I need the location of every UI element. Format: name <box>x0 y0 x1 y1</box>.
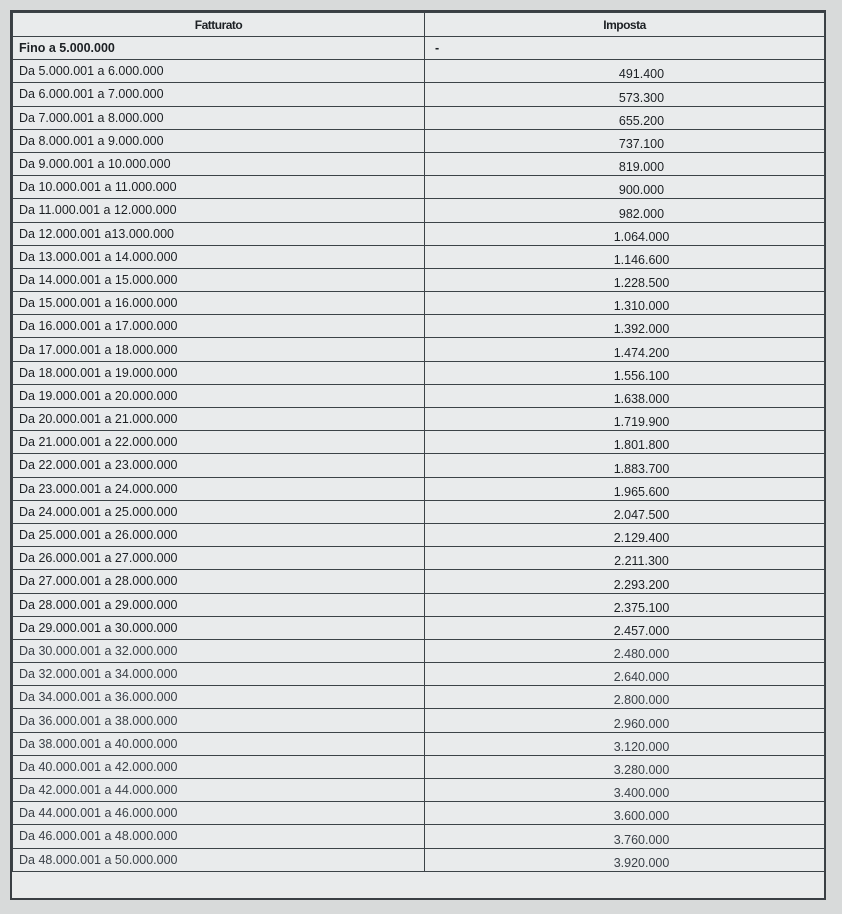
table-row <box>13 732 825 755</box>
revenue-range-cell: Da 46.000.001 a 48.000.000 <box>13 825 425 848</box>
tax-bracket-table-container <box>10 10 826 900</box>
tax-amount-cell: 900.000 <box>425 176 825 199</box>
tax-amount-cell: 2.800.000 <box>425 686 825 709</box>
tax-amount-cell: 1.556.100 <box>425 361 825 384</box>
revenue-range-cell: Da 24.000.001 a 25.000.000 <box>13 500 425 523</box>
revenue-range-cell: Da 18.000.001 a 19.000.000 <box>13 361 425 384</box>
table-row <box>13 593 825 616</box>
revenue-range-cell: Da 19.000.001 a 20.000.000 <box>13 384 425 407</box>
revenue-range-cell: Da 8.000.001 a 9.000.000 <box>13 129 425 152</box>
tax-amount-cell: 2.960.000 <box>425 709 825 732</box>
revenue-range-cell: Da 17.000.001 a 18.000.000 <box>13 338 425 361</box>
table-row <box>13 176 825 199</box>
table-row <box>13 709 825 732</box>
revenue-range-cell: Da 6.000.001 a 7.000.000 <box>13 83 425 106</box>
revenue-range-cell: Da 23.000.001 a 24.000.000 <box>13 477 425 500</box>
revenue-range-cell: Da 22.000.001 a 23.000.000 <box>13 454 425 477</box>
tax-amount-cell: 1.638.000 <box>425 384 825 407</box>
table-row <box>13 686 825 709</box>
table-row <box>13 454 825 477</box>
tax-amount-cell: 1.883.700 <box>425 454 825 477</box>
revenue-range-cell: Da 36.000.001 a 38.000.000 <box>13 709 425 732</box>
revenue-range-cell: Da 27.000.001 a 28.000.000 <box>13 570 425 593</box>
tax-amount-cell: 3.280.000 <box>425 755 825 778</box>
table-row <box>13 268 825 291</box>
table-row <box>13 292 825 315</box>
tax-amount-cell: - <box>425 37 825 60</box>
revenue-range-cell: Da 44.000.001 a 46.000.000 <box>13 802 425 825</box>
revenue-range-cell: Da 15.000.001 a 16.000.000 <box>13 292 425 315</box>
tax-amount-cell: 1.146.600 <box>425 245 825 268</box>
table-row <box>13 245 825 268</box>
revenue-range-cell: Da 25.000.001 a 26.000.000 <box>13 523 425 546</box>
revenue-range-cell: Da 12.000.001 a13.000.000 <box>13 222 425 245</box>
tax-amount-cell: 2.211.300 <box>425 547 825 570</box>
table-row <box>13 663 825 686</box>
revenue-range-cell: Da 26.000.001 a 27.000.000 <box>13 547 425 570</box>
revenue-range-cell: Da 42.000.001 a 44.000.000 <box>13 779 425 802</box>
tax-amount-cell: 3.400.000 <box>425 779 825 802</box>
table-row <box>13 639 825 662</box>
table-row <box>13 477 825 500</box>
tax-amount-cell: 1.965.600 <box>425 477 825 500</box>
revenue-range-cell: Da 13.000.001 a 14.000.000 <box>13 245 425 268</box>
table-row <box>13 338 825 361</box>
tax-amount-cell: 3.920.000 <box>425 848 825 871</box>
table-row <box>13 570 825 593</box>
table-row <box>13 408 825 431</box>
tax-amount-cell: 1.064.000 <box>425 222 825 245</box>
table-row <box>13 848 825 871</box>
tax-amount-cell: 1.474.200 <box>425 338 825 361</box>
revenue-range-cell: Da 9.000.001 a 10.000.000 <box>13 152 425 175</box>
revenue-range-cell: Da 28.000.001 a 29.000.000 <box>13 593 425 616</box>
tax-amount-cell: 737.100 <box>425 129 825 152</box>
table-row <box>13 315 825 338</box>
revenue-range-cell: Da 14.000.001 a 15.000.000 <box>13 268 425 291</box>
revenue-range-cell: Fino a 5.000.000 <box>13 37 425 60</box>
revenue-range-cell: Da 30.000.001 a 32.000.000 <box>13 639 425 662</box>
tax-amount-cell: 2.480.000 <box>425 639 825 662</box>
table-row <box>13 384 825 407</box>
table-row <box>13 361 825 384</box>
table-row <box>13 500 825 523</box>
table-row <box>13 431 825 454</box>
tax-amount-cell: 1.310.000 <box>425 292 825 315</box>
table-body <box>13 37 825 872</box>
tax-amount-cell: 2.047.500 <box>425 500 825 523</box>
tax-bracket-table <box>12 12 825 872</box>
revenue-range-cell: Da 16.000.001 a 17.000.000 <box>13 315 425 338</box>
revenue-range-cell: Da 20.000.001 a 21.000.000 <box>13 408 425 431</box>
revenue-range-cell: Da 10.000.001 a 11.000.000 <box>13 176 425 199</box>
revenue-range-cell: Da 21.000.001 a 22.000.000 <box>13 431 425 454</box>
revenue-range-cell: Da 11.000.001 a 12.000.000 <box>13 199 425 222</box>
tax-amount-cell: 491.400 <box>425 60 825 83</box>
revenue-range-cell: Da 48.000.001 a 50.000.000 <box>13 848 425 871</box>
tax-amount-cell: 1.392.000 <box>425 315 825 338</box>
table-row <box>13 616 825 639</box>
table-row <box>13 37 825 60</box>
revenue-range-cell: Da 29.000.001 a 30.000.000 <box>13 616 425 639</box>
table-row <box>13 199 825 222</box>
table-row <box>13 779 825 802</box>
tax-amount-cell: 1.719.900 <box>425 408 825 431</box>
tax-amount-cell: 2.129.400 <box>425 523 825 546</box>
table-row <box>13 222 825 245</box>
revenue-range-cell: Da 32.000.001 a 34.000.000 <box>13 663 425 686</box>
tax-amount-cell: 2.293.200 <box>425 570 825 593</box>
table-row <box>13 83 825 106</box>
tax-amount-cell: 3.760.000 <box>425 825 825 848</box>
table-row <box>13 802 825 825</box>
revenue-range-cell: Da 5.000.001 a 6.000.000 <box>13 60 425 83</box>
tax-amount-cell: 3.120.000 <box>425 732 825 755</box>
table-row <box>13 106 825 129</box>
tax-amount-cell: 2.640.000 <box>425 663 825 686</box>
table-row <box>13 129 825 152</box>
tax-amount-cell: 1.801.800 <box>425 431 825 454</box>
table-row <box>13 152 825 175</box>
table-row <box>13 523 825 546</box>
table-row <box>13 825 825 848</box>
tax-amount-cell: 2.457.000 <box>425 616 825 639</box>
column-header-imposta: Imposta <box>425 13 825 37</box>
revenue-range-cell: Da 38.000.001 a 40.000.000 <box>13 732 425 755</box>
revenue-range-cell: Da 40.000.001 a 42.000.000 <box>13 755 425 778</box>
revenue-range-cell: Da 7.000.001 a 8.000.000 <box>13 106 425 129</box>
table-row <box>13 755 825 778</box>
tax-amount-cell: 2.375.100 <box>425 593 825 616</box>
table-row <box>13 547 825 570</box>
tax-amount-cell: 819.000 <box>425 152 825 175</box>
tax-amount-cell: 3.600.000 <box>425 802 825 825</box>
column-header-fatturato: Fatturato <box>13 13 425 37</box>
table-row <box>13 60 825 83</box>
tax-amount-cell: 573.300 <box>425 83 825 106</box>
revenue-range-cell: Da 34.000.001 a 36.000.000 <box>13 686 425 709</box>
tax-amount-cell: 655.200 <box>425 106 825 129</box>
tax-amount-cell: 1.228.500 <box>425 268 825 291</box>
table-header-row <box>13 13 825 37</box>
tax-amount-cell: 982.000 <box>425 199 825 222</box>
